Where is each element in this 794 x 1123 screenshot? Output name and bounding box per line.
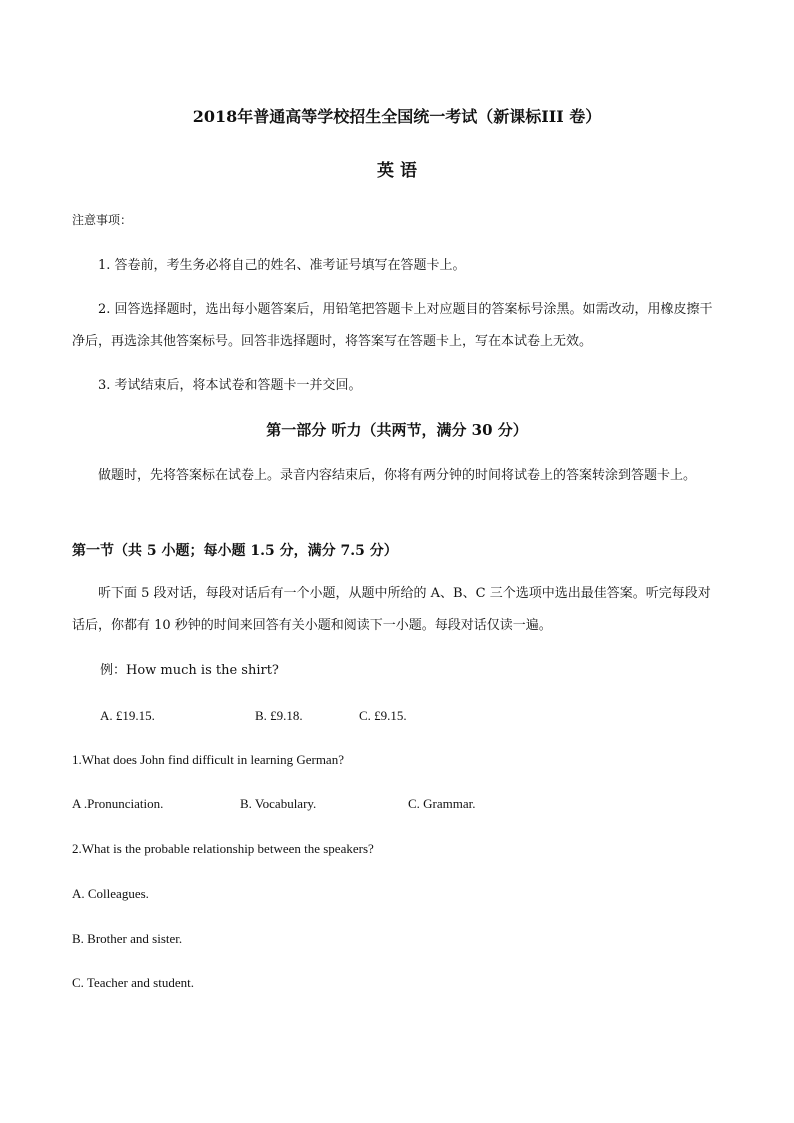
question-1-option-a: A .Pronunciation. [72,796,164,811]
section1-title: 第一节（共 5 小题；每小题 1.5 分，满分 7.5 分） [72,543,398,559]
question-2-option-c: C. Teacher and student. [72,975,194,990]
example-options [100,707,440,725]
example-option-a: A. £19.15. [100,708,155,723]
notice-item-3: 3. 考试结束后，将本试卷和答题卡一并交回。 [98,378,362,393]
question-1-option-b: B. Vocabulary. [240,796,317,811]
notice-heading: 注意事项： [72,213,133,227]
part1-title: 第一部分 听力（共两节，满分 30 分） [266,421,528,439]
question-2-text: 2.What is the probable relationship between the speakers? [72,841,374,856]
notice-item-1: 1. 答卷前，考生务必将自己的姓名、准考证号填写在答题卡上。 [98,258,466,273]
example-option-c: C. £9.15. [359,708,407,723]
question-1-text: 1.What does John find difficult in learning German? [72,752,344,767]
question-2-option-b: B. Brother and sister. [72,931,183,946]
section1-instructions: 听下面 5 段对话，每段对话后有一个小题，从题中所给的 A、B、C 三个选项中选出最佳答案。听完每段对话后，你都有 10 秒钟的时间来回答有关小题和阅读下一小题。每段对话仅读一遍。 [72,586,711,633]
question-2-option-a: A. Colleagues. [72,886,149,901]
question-1-options [72,795,502,813]
subject-title: 英 语 [377,161,417,181]
notice-item-2: 2. 回答选择题时，选出每小题答案后，用铅笔把答题卡上对应题目的答案标号涂黑。如需改动，用橡皮擦干净后，再选涂其他答案标号。回答非选择题时，将答案写在答题卡上，写在本试卷上无效。 [72,302,713,349]
example-question: 例：How much is the shirt? [100,663,279,678]
part1-instructions: 做题时，先将答案标在试卷上。录音内容结束后，你将有两分钟的时间将试卷上的答案转涂到答题卡上。 [98,468,697,483]
question-1-option-c: C. Grammar. [408,796,476,811]
exam-title: 2018年普通高等学校招生全国统一考试（新课标III 卷） [192,107,602,126]
example-option-b: B. £9.18. [255,708,303,723]
